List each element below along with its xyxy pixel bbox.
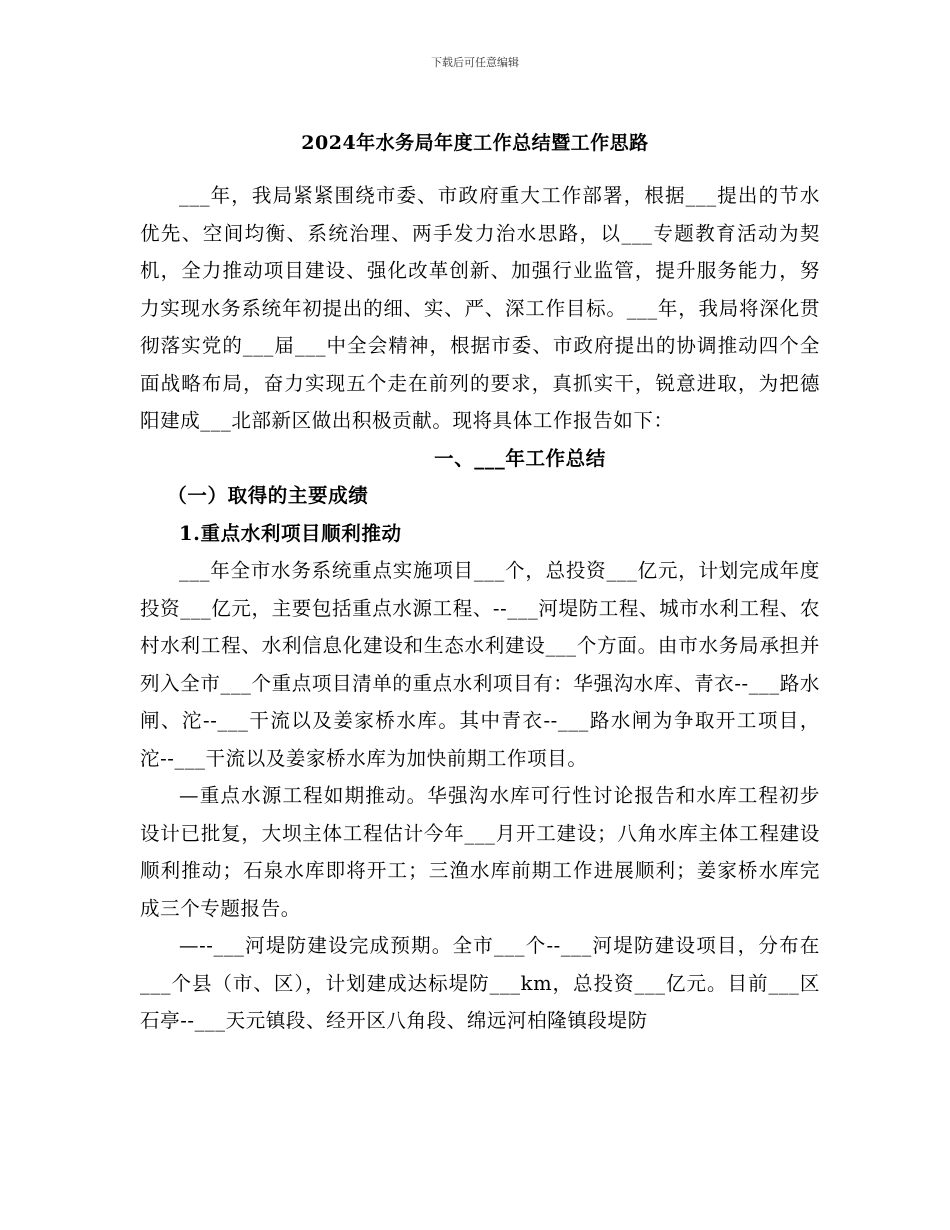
body-paragraph-projects: ___年全市水务系统重点实施项目___个，总投资___亿元，计划完成年度投资___亿元，主要包括重点水源工程、--___河堤防工程、城市水利工程、农村水利工程、水利信息化建设和生态水利建设___个方面。由市水务局承担并列入全市___个重点项目清单的重点水利项目有：华强沟水库、青衣--___路水闸、沱--___干流以及姜家桥水库。其中青衣--___路水闸为争取开工项目，沱--___干流以及姜家桥水库为加快前期工作项目。 — [140, 559, 820, 770]
sub-heading: （一）取得的主要成绩 — [167, 484, 369, 507]
body-paragraph-embankment: —--___河堤防建设完成预期。全市___个--___河堤防建设项目，分布在___个县（市、区），计划建成达标堤防___km，总投资___亿元。目前___区石亭--___天元镇段、经开区八角段、绵远河柏隆镇段堤防 — [140, 934, 820, 1032]
body-paragraph-water-source: —重点水源工程如期推动。华强沟水库可行性讨论报告和水库工程初步设计已批复，大坝主体工程估计今年___月开工建设；八角水库主体工程建设顺利推动；石泉水库即将开工；三渔水库前期工作进展顺利；姜家桥水库完成三个专题报告。 — [140, 784, 820, 920]
document-body — [140, 177, 820, 1040]
document-title: 2024年水务局年度工作总结暨工作思路 — [301, 132, 649, 154]
item-heading: 1.重点水利项目顺利推动 — [179, 521, 402, 545]
intro-paragraph: ___年，我局紧紧围绕市委、市政府重大工作部署，根据___提出的节水优先、空间均衡、系统治理、两手发力治水思路，以___专题教育活动为契机，全力推动项目建设、强化改革创新、加强行业监管，提升服务能力，努力实现水务系统年初提出的细、实、严、深工作目标。___年，我局将深化贯彻落实党的___届___中全会精神，根据市委、市政府提出的协调推动四个全面战略布局，奋力实现五个走在前列的要求，真抓实干，锐意进取，为把德阳建成___北部新区做出积极贡献。现将具体工作报告如下： — [140, 184, 820, 432]
section-heading: 一、___年工作总结 — [434, 446, 606, 470]
header-note: 下载后可任意编辑 — [431, 56, 519, 69]
